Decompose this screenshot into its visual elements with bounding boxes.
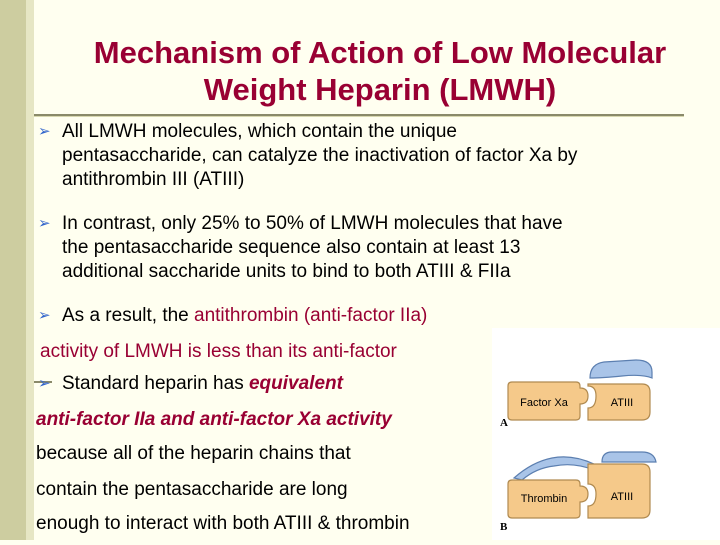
thrombin-label: Thrombin <box>520 493 568 505</box>
sidebar-band-inner <box>26 0 34 540</box>
bullet-3-highlight: antithrombin (anti-factor IIa) <box>194 305 428 326</box>
bullet-1-line-3: antithrombin III (ATIII) <box>62 169 245 190</box>
panel-b-label: B <box>500 521 508 533</box>
bullet-1-line-2: pentasaccharide, can catalyze the inactivation of factor Xa by <box>62 145 578 166</box>
activity-line: activity of LMWH is less than its anti-factor <box>40 341 397 362</box>
heparin-binding-diagram <box>492 328 720 540</box>
slide-title <box>60 34 700 108</box>
bullet-4-text: Standard heparin has <box>62 373 249 394</box>
bullet-2-line-1: In contrast, only 25% to 50% of LMWH molecules that have <box>62 213 563 234</box>
bullet-4-emphasis: equivalent <box>248 373 343 394</box>
sidebar-band <box>0 0 26 540</box>
bullet-3 <box>38 304 558 328</box>
body-line-3: enough to interact with both ATIII & thrombin <box>36 513 410 534</box>
arrow-bullet-icon: ➢ <box>38 307 51 324</box>
activity-emphasis-line: anti-factor IIa and anti-factor Xa activity <box>36 409 392 430</box>
panel-a-label: A <box>500 417 508 429</box>
title-line-1: Mechanism of Action of Low Molecular <box>93 35 667 70</box>
atiii-label-a: ATIII <box>610 397 634 409</box>
heparin-chain-a <box>590 360 652 378</box>
title-line-2: Weight Heparin (LMWH) <box>203 72 557 107</box>
heparin-chain-b-left <box>514 457 594 480</box>
bullet-4 <box>38 372 498 396</box>
diagram-svg <box>492 328 720 540</box>
bullet-3-text: As a result, the <box>62 305 195 326</box>
bullet-1-line-1: All LMWH molecules, which contain the unique <box>62 121 457 142</box>
atiii-label-b: ATIII <box>610 491 634 503</box>
bullet-1 <box>38 120 688 192</box>
body-line-1: because all of the heparin chains that <box>36 443 351 464</box>
arrow-bullet-icon: ➢ <box>38 123 51 140</box>
bullet-2-line-3: additional saccharide units to bind to both ATIII & FIIa <box>62 261 511 282</box>
heparin-chain-b-right <box>602 452 656 462</box>
bullet-2 <box>38 212 688 284</box>
title-divider-shadow <box>34 116 684 117</box>
body-line-2: contain the pentasaccharide are long <box>36 479 348 500</box>
bullet-2-line-2: the pentasaccharide sequence also contain at least 13 <box>62 237 521 258</box>
factor-xa-label: Factor Xa <box>520 397 568 409</box>
arrow-bullet-icon: ➢ <box>38 215 51 232</box>
arrow-bullet-icon: ➢ <box>38 375 51 392</box>
